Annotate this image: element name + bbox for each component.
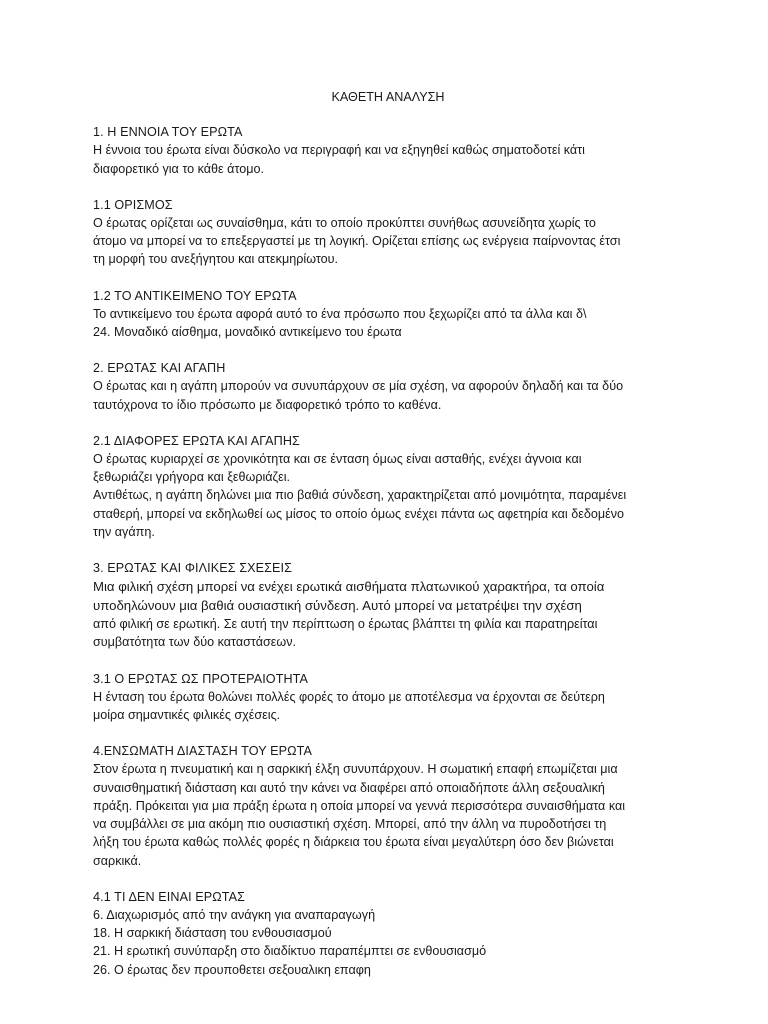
section-body-emphasis [93, 577, 683, 615]
text-line: ξεθωριάζει γρήγορα και ξεθωριάζει. [93, 470, 291, 485]
section-body [93, 214, 683, 269]
text-line: άτομο να μπορεί να το επεξεργαστεί με τη λογική. Ορίζεται επίσης ως ενέργεια παίρνοντας έτσι [93, 234, 621, 249]
section-body [93, 377, 683, 413]
section-body [93, 615, 683, 651]
list-item: 6. Διαχωρισμός από την ανάγκη για αναπαραγωγή [93, 907, 376, 922]
text-line: Ο έρωτας και η αγάπη μπορούν να συνυπάρχουν σε μία σχέση, να αφορούν δηλαδή και τα δύο [93, 379, 624, 394]
text-line: υποδηλώνουν μια βαθιά ουσιαστική σύνδεση. Αυτό μπορεί να μετατρέψει την σχέση [93, 598, 582, 614]
section-4 [93, 742, 683, 869]
text-line: 24. Μοναδικό αίσθημα, μοναδικό αντικείμενο του έρωτα [93, 325, 402, 340]
text-line: Η έννοια του έρωτα είναι δύσκολο να περιγραφή και να εξηγηθεί καθώς σηματοδοτεί κάτι [93, 143, 585, 158]
text-line: συμβατότητα των δύο καταστάσεων. [93, 635, 296, 650]
text-line: Μια φιλική σχέση μπορεί να ενέχει ερωτικά αισθήματα πλατωνικού χαρακτήρα, τα οποία [93, 579, 605, 595]
text-line: από φιλική σε ερωτική. Σε αυτή την περίπτωση ο έρωτας βλάπτει τη φιλία και παρατηρείται [93, 617, 598, 632]
section-1-2 [93, 287, 683, 342]
section-heading: 1. Η ΕΝΝΟΙΑ ΤΟΥ ΕΡΩΤΑ [93, 125, 243, 140]
section-3 [93, 559, 683, 652]
text-line: Η ένταση του έρωτα θολώνει πολλές φορές το άτομο με αποτέλεσμα να έρχονται σε δεύτερη [93, 689, 605, 704]
text-line: Στον έρωτα η πνευματική και η σαρκική έλξη συνυπάρχουν. Η σωματική επαφή επωμίζεται μια [93, 762, 618, 777]
section-body [93, 305, 683, 341]
list-item: 21. Η ερωτική συνύπαρξη στο διαδίκτυο παραπέμπτει σε ενθουσιασμό [93, 944, 487, 959]
text-line: Αντιθέτως, η αγάπη δηλώνει μια πιο βαθιά σύνδεση, χαρακτηρίζεται από μονιμότητα, παραμένει [93, 488, 627, 503]
text-line: μοίρα σημαντικές φιλικές σχέσεις. [93, 708, 281, 723]
section-heading: 4.1 ΤΙ ΔΕΝ ΕΙΝΑΙ ΕΡΩΤΑΣ [93, 889, 246, 904]
section-heading: 4.ΕΝΣΩΜΑΤΗ ΔΙΑΣΤΑΣΗ ΤΟΥ ΕΡΩΤΑ [93, 744, 312, 759]
section-body [93, 450, 683, 541]
section-2 [93, 359, 683, 414]
document-page [93, 88, 683, 997]
section-heading: 1.2 ΤΟ ΑΝΤΙΚΕΙΜΕΝΟ ΤΟΥ ΕΡΩΤΑ [93, 288, 297, 303]
section-heading: 3. ΕΡΩΤΑΣ ΚΑΙ ΦΙΛΙΚΕΣ ΣΧΕΣΕΙΣ [93, 561, 292, 576]
document-title: ΚΑΘΕΤΗ ΑΝΑΛΥΣΗ [331, 90, 445, 104]
text-line: να συμβάλλει σε μια ακόμη πιο ουσιαστική σχέση. Μπορεί, από την άλλη να πυροδοτήσει τη [93, 817, 607, 832]
text-line: ταυτόχρονα το ίδιο πρόσωπο με διαφορετικό τρόπο το καθένα. [93, 397, 442, 412]
section-body [93, 688, 683, 724]
text-line: σταθερή, μπορεί να εκδηλωθεί ως μίσος το οποίο όμως ενέχει πάντα ως αφετηρία και δεδομένο [93, 506, 625, 521]
list-item: 18. Η σαρκική διάσταση του ενθουσιασμού [93, 926, 332, 941]
text-line: διαφορετικό για το κάθε άτομο. [93, 161, 265, 176]
text-line: λήξη του έρωτα καθώς πολλές φορές η διάρκεια του έρωτα είναι μεγαλύτερη όσο δεν βιώνεται [93, 835, 614, 850]
text-line: την αγάπη. [93, 524, 155, 539]
section-4-1 [93, 888, 683, 979]
section-body [93, 906, 683, 979]
section-3-1 [93, 670, 683, 725]
section-2-1 [93, 432, 683, 541]
text-line: Το αντικείμενο του έρωτα αφορά αυτό το ένα πρόσωπο που ξεχωρίζει από τα άλλα και δ\ [93, 306, 587, 321]
text-line: πράξη. Πρόκειται για μια πράξη έρωτα η οποία μπορεί να γεννά περισσότερα συναισθήματα και [93, 798, 626, 813]
text-line: Ο έρωτας ορίζεται ως συναίσθημα, κάτι το οποίο προκύπτει συνήθως ασυνείδητα χωρίς το [93, 216, 596, 231]
list-item: 26. Ο έρωτας δεν προυποθετει σεξουαλικη επαφη [93, 962, 371, 977]
section-body [93, 760, 683, 869]
section-heading: 1.1 ΟΡΙΣΜΟΣ [93, 197, 173, 212]
text-line: τη μορφή του ανεξήγητου και ατεκμηρίωτου. [93, 252, 339, 267]
section-heading: 3.1 Ο ΕΡΩΤΑΣ ΩΣ ΠΡΟΤΕΡΑΙΟΤΗΤΑ [93, 671, 309, 686]
text-line: Ο έρωτας κυριαρχεί σε χρονικότητα και σε ένταση όμως είναι ασταθής, ενέχει άγνοια και [93, 452, 582, 467]
section-body [93, 141, 683, 177]
text-line: σαρκικά. [93, 853, 142, 868]
section-1 [93, 123, 683, 178]
section-heading: 2. ΕΡΩΤΑΣ ΚΑΙ ΑΓΑΠΗ [93, 361, 226, 376]
section-heading: 2.1 ΔΙΑΦΟΡΕΣ ΕΡΩΤΑ ΚΑΙ ΑΓΑΠΗΣ [93, 433, 300, 448]
text-line: συναισθηματική διάσταση και αυτό την κάνει να διαφέρει από οποιαδήποτε άλλη σεξουαλική [93, 780, 605, 795]
section-1-1 [93, 196, 683, 269]
